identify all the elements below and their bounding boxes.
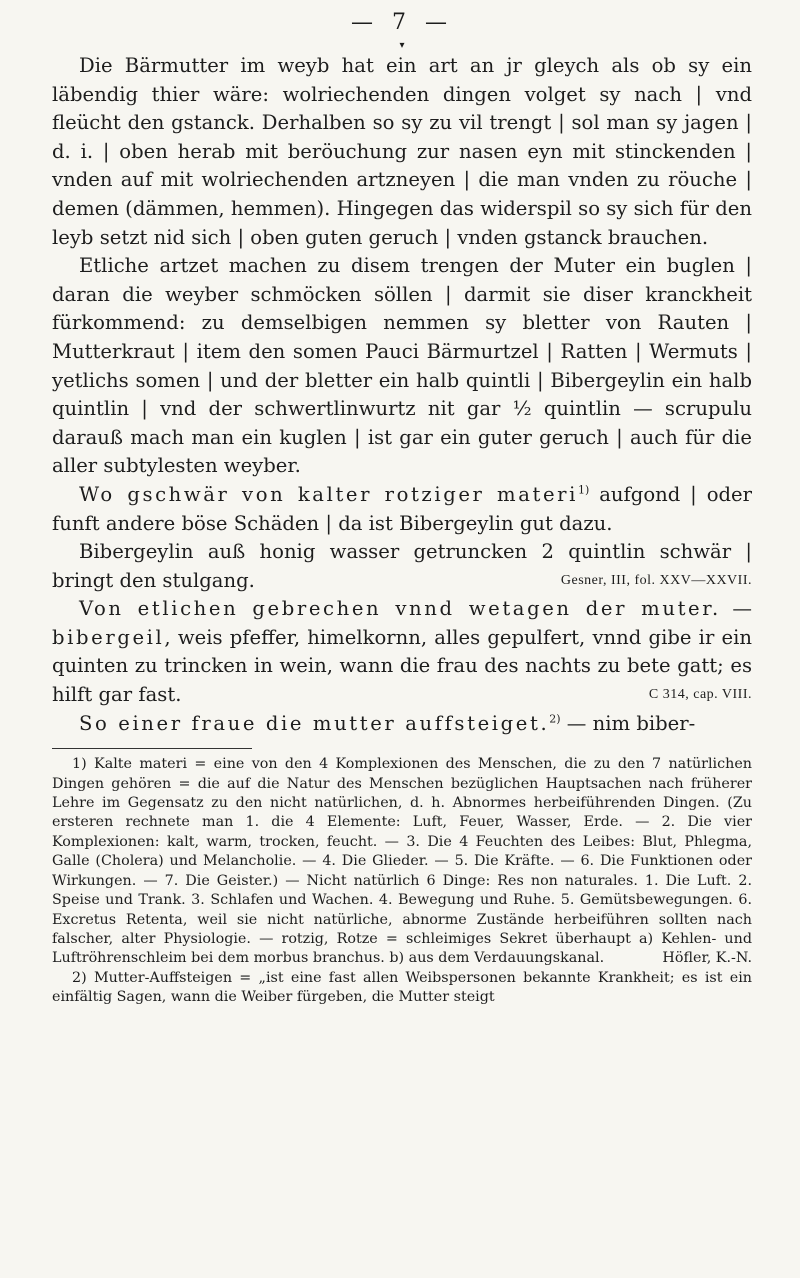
citation-c314: C 314, cap. VIII. (648, 687, 752, 703)
footnotes (52, 755, 752, 1007)
paragraph-6-lead: So einer fraue die mutter auffsteiget. (79, 711, 550, 735)
footnote-1-number: 1) (72, 756, 87, 773)
book-page (52, 10, 752, 1008)
paragraph-4-text: Bibergeylin auß honig wasser getruncken 2 quintlin schwär | bringt den stulgang. (52, 540, 752, 592)
signature-mark: ▾ (399, 40, 405, 51)
paragraph-3-lead: Wo gschwär von kalter rotziger materi (79, 482, 579, 506)
footnote-1-text: Kalte materi = eine von den 4 Komplexionen des Menschen, die zu den 7 natürlichen Dingen gehören = die auf die Natur des Menschen bezüglichen Hauptsachen nach früherer Lehre im Gegensatz zu den nicht natürlichen, d. h. Abnormes herbeiführenden Dingen. (Zu ersteren rechnete man 1. die 4 Elemente: Luft, Feuer, Wasser, Erde. — 2. Die vier Komplexionen: kalt, warm, trocken, feucht. — 3. Die 4 Feuchten des Leibes: Blut, Phlegma, Galle (Cholera) und Melancholie. — 4. Die Glieder. — 5. Die Kräfte. — 6. Die Funktionen oder Wirkungen. — 7. Die Geister.) — Nicht natürlich 6 Dinge: Res non naturales. 1. Die Luft. 2. Speise und Trank. 3. Schlafen und Wachen. 4. Bewegung und Ruhe. 5. Gemütsbewegungen. 6. Excretus Retenta, weil sie nicht natürliche, abnorme Zustände herbeiführen sollten nach falscher, alter Physiologie. — rotzig, Rotze = schleimiges Sekret überhaupt a) Kehlen- und Luftröhrenschleim bei dem morbus branchus. b) aus dem Verdauungskanal. (52, 756, 753, 967)
paragraph-5: Von etlichen gebrechen vnnd wetagen der muter. — bibergeil, weis pfeffer, himelkornn, alles gepulfert, vnnd gibe ir ein quinten zu trincken in wein, wann die frau des nachts zu bete gatt; es hilft gar fast. C 314, cap. VIII. (52, 595, 752, 709)
footnote-1 (52, 755, 752, 968)
paragraph-2: Etliche artzet machen zu disem trengen der Muter ein buglen | daran die weyber schmöcken söllen | darmit sie diser kranckheit fürkommend: zu demselbigen nemmen sy bletter von Rauten | Mutterkraut | item den somen Pauci Bärmurtzel | Ratten | Wermuts | yetlichs somen | und der bletter ein halb quintli | Bibergeylin ein halb quintlin | vnd der schwertlinwurtz nit gar ½ quintlin — scrupulu darauß mach man ein kuglen | ist gar ein guter geruch | auch für die aller subtylesten weyber. (52, 254, 752, 478)
paragraph-5-lead: Von etlichen gebrechen vnnd wetagen der muter. (79, 597, 721, 621)
paragraph-6-rest: — nim biber- (560, 711, 696, 735)
footnote-2-number: 2) (72, 969, 87, 986)
footnote-2-text: Mutter-Auffsteigen = „ist eine fast allen Weibspersonen bekannte Krankheit; es ist ein einfältig Sagen, wann die Weiber fürgeben, die Mutter steigt (52, 969, 752, 1006)
paragraph-3 (52, 481, 752, 538)
paragraph-3-rest: aufgond | oder funft andere böse Schäden | da ist Bibergeylin gut dazu. (52, 482, 752, 535)
page-number: — 7 — (351, 10, 453, 35)
paragraph-5-keyword: bibergeil (52, 625, 165, 649)
footnote-ref-1: 1) (578, 483, 590, 497)
paragraph-4 (52, 538, 752, 595)
citation-gesner: Gesner, III, fol. XXV—XXVII. (560, 572, 752, 588)
footnote-2 (52, 969, 752, 1008)
footnote-1-citation: Höfler, K.-N. (662, 950, 752, 967)
paragraph-6 (52, 710, 752, 739)
footnote-rule (52, 748, 252, 749)
main-text (52, 52, 752, 738)
paragraph-1: Die Bärmutter im weyb hat ein art an jr gleych als ob sy ein läbendig thier wäre: wolriechenden dingen volget sy nach | vnd fleücht den gstanck. Derhalben so sy zu vil trengt | sol man sy jagen | d. i. | oben herab mit beröuchung zur nasen eyn mit stinckenden | vnden auf mit wolriechenden artzneyen | die man vnden zu röuche | demen (dämmen, hemmen). Hingegen das widerspil so sy sich für den leyb setzt nid sich | oben guten geruch | vnden gstanck brauchen. (52, 54, 752, 249)
paragraph-5-rest: , weis pfeffer, himelkornn, alles gepulfert, vnnd gibe ir ein quinten zu trincken in wein, wann die frau des nachts zu bete gatt; es hilft gar fast. (52, 625, 752, 707)
footnote-ref-2: 2) (549, 712, 561, 726)
